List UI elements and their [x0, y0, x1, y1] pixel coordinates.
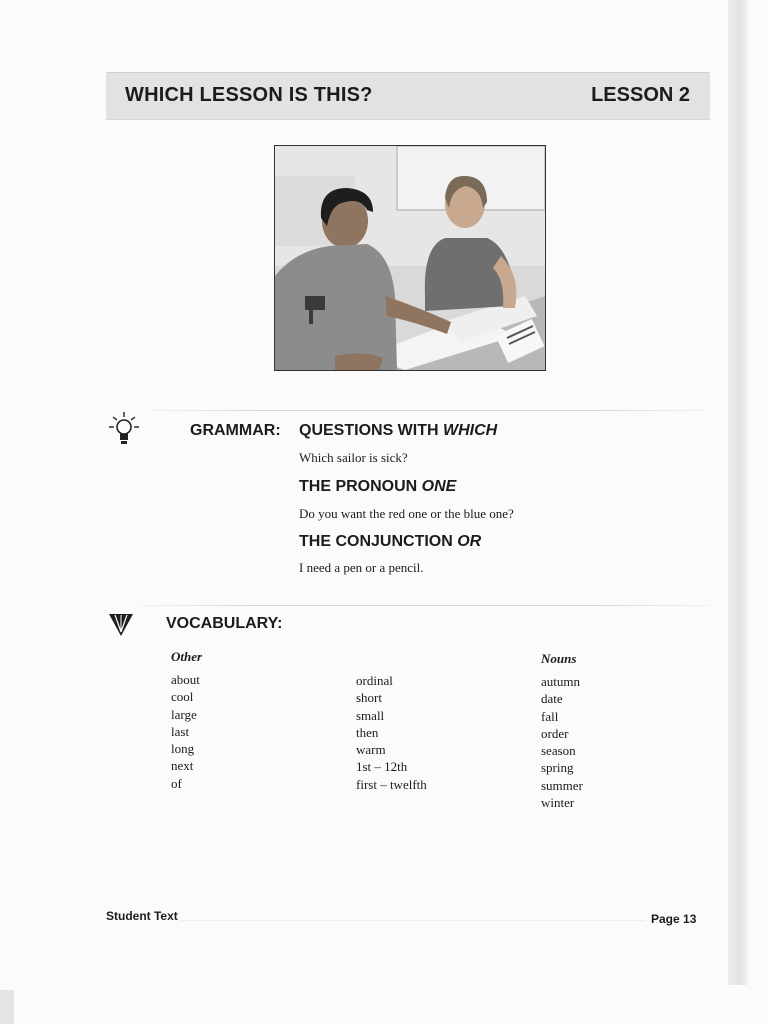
lightbulb-icon: [108, 410, 140, 446]
vocab-word: last: [171, 723, 190, 739]
page-title: WHICH LESSON IS THIS?: [125, 84, 373, 106]
vocab-word: long: [171, 741, 195, 757]
grammar-topic-heading: [299, 478, 456, 496]
other-words-column-2: [356, 672, 427, 793]
heading-keyword: OR: [457, 533, 482, 550]
heading-text: QUESTIONS WITH: [299, 422, 443, 439]
vocab-word: autumn: [541, 674, 580, 689]
page-edge: [728, 0, 748, 985]
scan-mark: [0, 990, 14, 1024]
heading-text: THE CONJUNCTION: [299, 533, 458, 550]
vocab-word: cool: [171, 689, 194, 705]
vocab-word: spring: [541, 760, 574, 776]
grammar-example: Do you want the red one or the blue one?: [299, 506, 514, 521]
lesson-photo: [274, 145, 546, 371]
vocabulary-label: VOCABULARY:: [166, 615, 283, 632]
vocab-word: date: [541, 691, 563, 707]
grammar-label: GRAMMAR:: [190, 422, 281, 439]
section-divider: [150, 410, 705, 411]
vocab-word: first – twelfth: [356, 776, 427, 792]
other-words-column-1: [171, 671, 200, 792]
vocab-word: short: [356, 690, 382, 706]
grammar-topic-heading: [299, 533, 481, 551]
vocabulary-icon: [108, 612, 134, 638]
nouns-words-column: [541, 673, 583, 811]
footer-divider: [180, 920, 645, 921]
vocab-word: large: [171, 706, 197, 722]
footer-label: Student Text: [106, 909, 178, 923]
vocab-word: 1st – 12th: [356, 759, 408, 775]
vocab-word: summer: [541, 777, 583, 793]
heading-text: THE PRONOUN: [299, 478, 422, 495]
vocab-word: season: [541, 743, 576, 759]
vocab-word: of: [171, 775, 182, 791]
grammar-example: Which sailor is sick?: [299, 450, 408, 465]
nouns-heading: Nouns: [541, 651, 577, 666]
vocab-word: ordinal: [356, 673, 393, 688]
vocab-word: small: [356, 707, 385, 723]
heading-keyword: WHICH: [443, 422, 498, 439]
page-number: Page 13: [651, 912, 697, 926]
lesson-number: LESSON 2: [591, 84, 690, 106]
vocab-word: about: [171, 672, 200, 687]
vocab-word: winter: [541, 795, 575, 811]
vocab-word: warm: [356, 742, 386, 758]
vocab-word: next: [171, 758, 194, 774]
heading-keyword: ONE: [421, 478, 457, 495]
photo-illustration: [275, 146, 545, 370]
grammar-topic-heading: [299, 422, 497, 440]
lesson-header: [106, 72, 710, 120]
vocab-word: fall: [541, 708, 559, 724]
grammar-example: I need a pen or a pencil.: [299, 560, 424, 575]
vocab-word: then: [356, 724, 379, 740]
other-heading: Other: [171, 649, 203, 664]
vocab-word: order: [541, 725, 569, 741]
section-divider: [140, 605, 710, 606]
